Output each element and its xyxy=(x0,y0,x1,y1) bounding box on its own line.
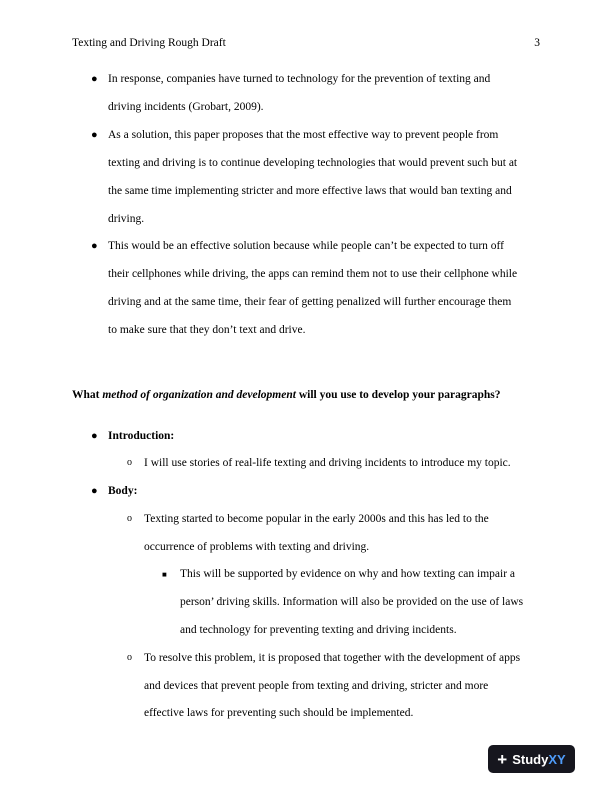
bullet-text-line: In response, companies have turned to technology for the prevention of texting and xyxy=(108,73,491,85)
outline-body-label: Body: xyxy=(108,485,138,497)
bullet-marker: ● xyxy=(91,129,98,141)
bullet-text-line: texting and driving is to continue developing technologies that would prevent such but at xyxy=(108,157,518,169)
question-text-emphasis: method of organization and development xyxy=(102,389,296,401)
bullet-text-line: driving. xyxy=(108,213,145,225)
question-text-before: What xyxy=(72,389,103,401)
brand-name-part1: Study xyxy=(512,751,549,767)
outline-body-point-line: To resolve this problem, it is proposed that together with the development of apps xyxy=(144,652,521,664)
bullet-marker: ● xyxy=(91,485,98,497)
outline-introduction-point: I will use stories of real-life texting and driving incidents to introduce my topic. xyxy=(144,457,511,469)
studyxy-logo-badge[interactable] xyxy=(488,745,575,773)
bullet-marker: ● xyxy=(91,73,98,85)
bullet-text-line: driving and at the same time, their fear of getting penalized will further encourage them xyxy=(108,296,512,308)
square-marker: ■ xyxy=(162,570,167,579)
outline-body-point-line: occurrence of problems with texting and driving. xyxy=(144,541,370,553)
outline-introduction-label: Introduction: xyxy=(108,430,175,442)
bullet-text-line: the same time implementing stricter and more effective laws that would ban texting and xyxy=(108,185,512,197)
page-number: 3 xyxy=(534,37,540,49)
outline-detail-line: and technology for preventing texting and driving incidents. xyxy=(180,624,457,636)
question-text-after: will you use to develop your paragraphs? xyxy=(295,389,501,401)
circle-marker: o xyxy=(127,457,132,468)
bullet-marker: ● xyxy=(91,240,98,252)
outline-detail-line: This will be supported by evidence on why and how texting can impair a xyxy=(180,568,516,580)
bullet-text-line: their cellphones while driving, the apps can remind them not to use their cellphone while xyxy=(108,268,518,280)
bullet-text-line: to make sure that they don’t text and drive. xyxy=(108,324,306,336)
plus-icon: + xyxy=(497,749,508,769)
bullet-text-line: driving incidents (Grobart, 2009). xyxy=(108,101,264,113)
running-head: Texting and Driving Rough Draft xyxy=(72,37,226,49)
section-question-heading xyxy=(72,389,501,401)
outline-body-point-line: and devices that prevent people from texting and driving, stricter and more xyxy=(144,680,489,692)
brand-name-part2: XY xyxy=(548,751,566,767)
bullet-text-line: As a solution, this paper proposes that the most effective way to prevent people from xyxy=(108,129,499,141)
outline-body-point-line: Texting started to become popular in the early 2000s and this has led to the xyxy=(144,513,489,525)
bullet-marker: ● xyxy=(91,430,98,442)
outline-body-point-line: effective laws for preventing such should be implemented. xyxy=(144,707,414,719)
circle-marker: o xyxy=(127,513,132,524)
bullet-text-line: This would be an effective solution because while people can’t be expected to turn off xyxy=(108,240,504,252)
circle-marker: o xyxy=(127,652,132,663)
outline-detail-line: person’ driving skills. Information will also be provided on the use of laws xyxy=(180,596,524,608)
